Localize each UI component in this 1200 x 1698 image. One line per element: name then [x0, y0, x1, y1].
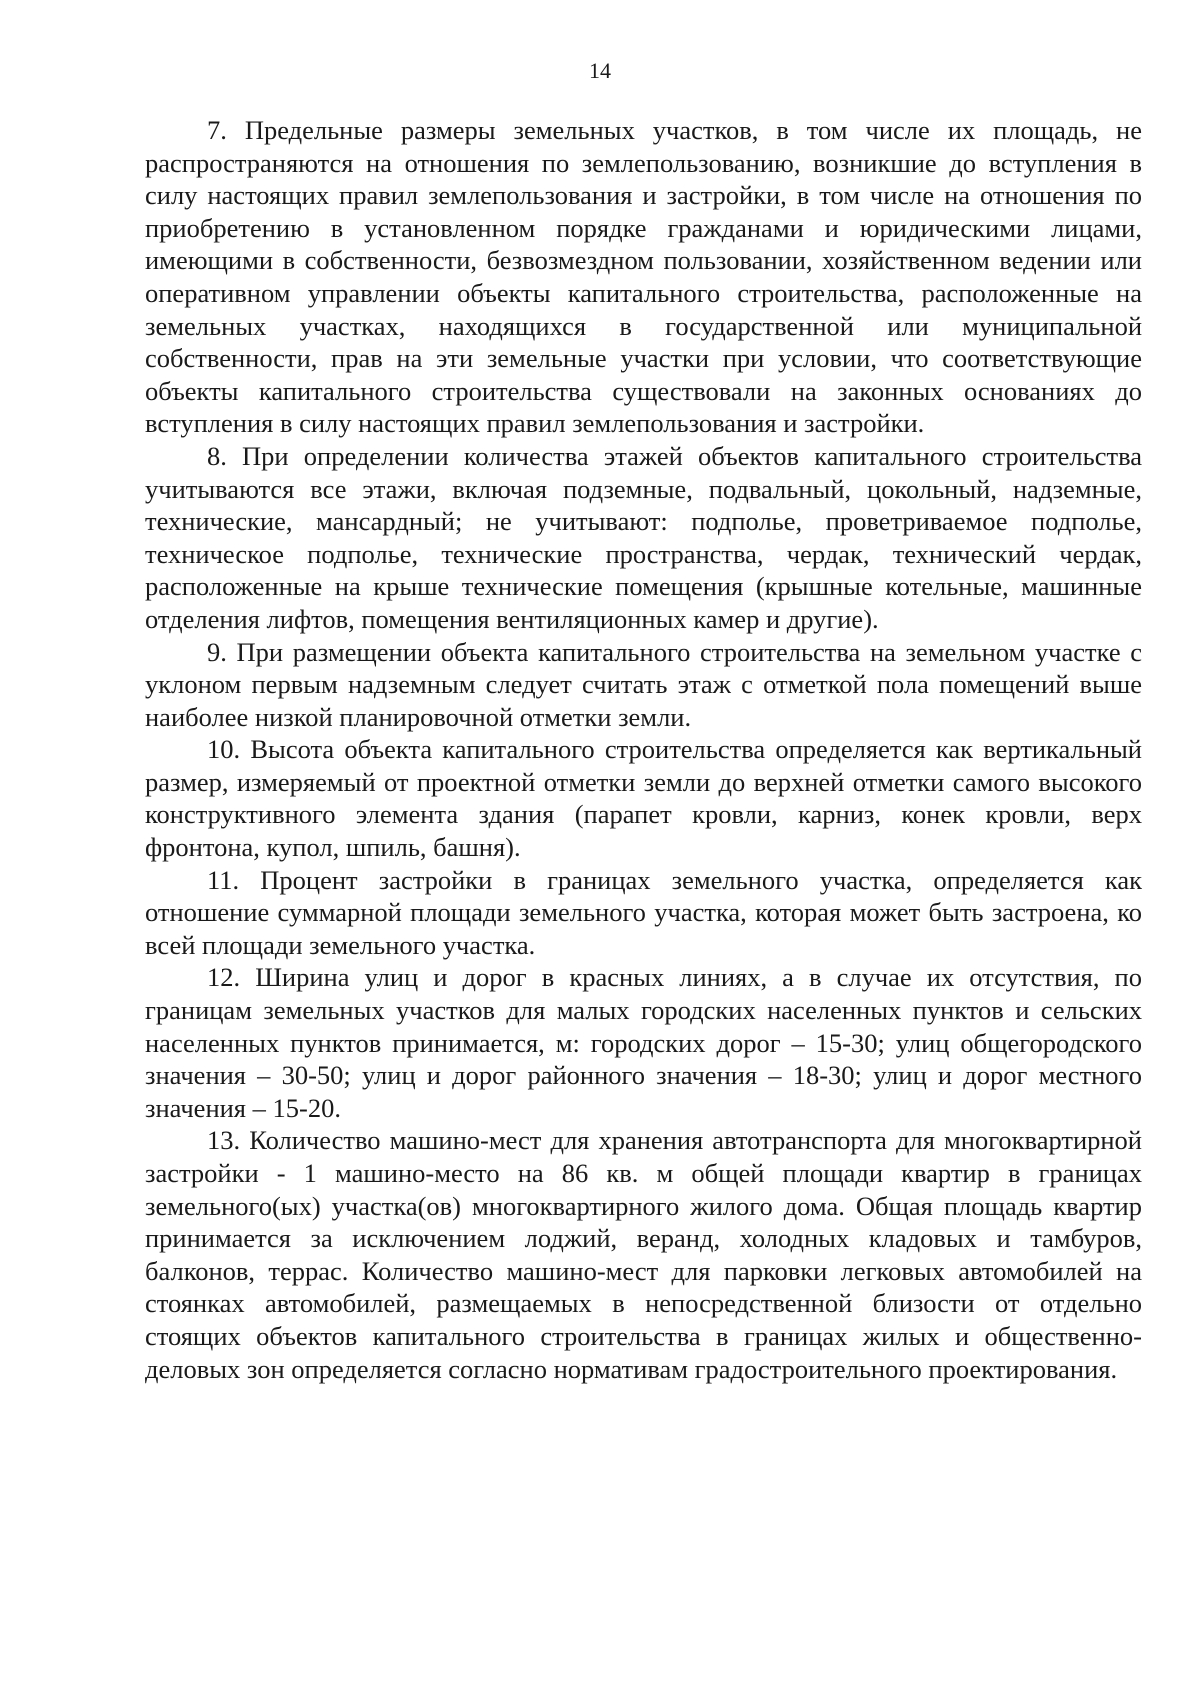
document-body: [145, 114, 1142, 1385]
paragraph-9: 9. При размещении объекта капитального строительства на земельном участке с уклоном первым надземным следует считать этаж с отметкой пола помещений выше наиболее низкой планировочной отметки земли.: [145, 636, 1142, 732]
page-number: 14: [589, 58, 611, 83]
paragraph-7: 7. Предельные размеры земельных участков, в том числе их площадь, не распространяются на отношения по землепользованию, возникшие до вступления в силу настоящих правил землепользования и застройки, в том числе на отношения по приобретению в установленном порядке гражданами и юридическими лицами, имеющими в собственности, безвозмездном пользовании, хозяйственном ведении или оперативном управлении объекты капитального строительства, расположенные на земельных участках, находящихся в государственной или муниципальной собственности, прав на эти земельные участки при условии, что соответствующие объекты капитального строительства существовали на законных основаниях до вступления в силу настоящих правил землепользования и застройки.: [145, 115, 1142, 439]
paragraph-11: 11. Процент застройки в границах земельного участка, определяется как отношение суммарной площади земельного участка, которая может быть застроена, ко всей площади земельного участка.: [145, 864, 1142, 960]
paragraph-13: 13. Количество машино-мест для хранения автотранспорта для многоквартирной застройки - 1 машино-место на 86 кв. м общей площади квартир в границах земельного(ых) участка(ов) многоквартирного жилого дома. Общая площадь квартир принимается за исключением лоджий, веранд, холодных кладовых и тамбуров, балконов, террас. Количество машино-мест для парковки легковых автомобилей на стоянках автомобилей, размещаемых в непосредственной близости от отдельно стоящих объектов капитального строительства в границах жилых и общественно-деловых зон определяется согласно нормативам градостроительного проектирования.: [145, 1125, 1142, 1384]
paragraph-8: 8. При определении количества этажей объектов капитального строительства учитываются все этажи, включая подземные, подвальный, цокольный, надземные, технические, мансардный; не учитывают: подполье, проветриваемое подполье, техническое подполье, технические пространства, чердак, технический чердак, расположенные на крыше технические помещения (крышные котельные, машинные отделения лифтов, помещения вентиляционных камер и другие).: [145, 440, 1142, 634]
paragraph-10: 10. Высота объекта капитального строительства определяется как вертикальный размер, измеряемый от проектной отметки земли до верхней отметки самого высокого конструктивного элемента здания (парапет кровли, карниз, конек кровли, верх фронтона, купол, шпиль, башня).: [145, 734, 1142, 863]
paragraph-12: 12. Ширина улиц и дорог в красных линиях, а в случае их отсутствия, по границам земельных участков для малых городских населенных пунктов и сельских населенных пунктов принимается, м: городских дорог – 15-30; улиц общегородского значения – 30-50; улиц и дорог районного значения – 18-30; улиц и дорог местного значения – 15-20.: [145, 962, 1142, 1123]
